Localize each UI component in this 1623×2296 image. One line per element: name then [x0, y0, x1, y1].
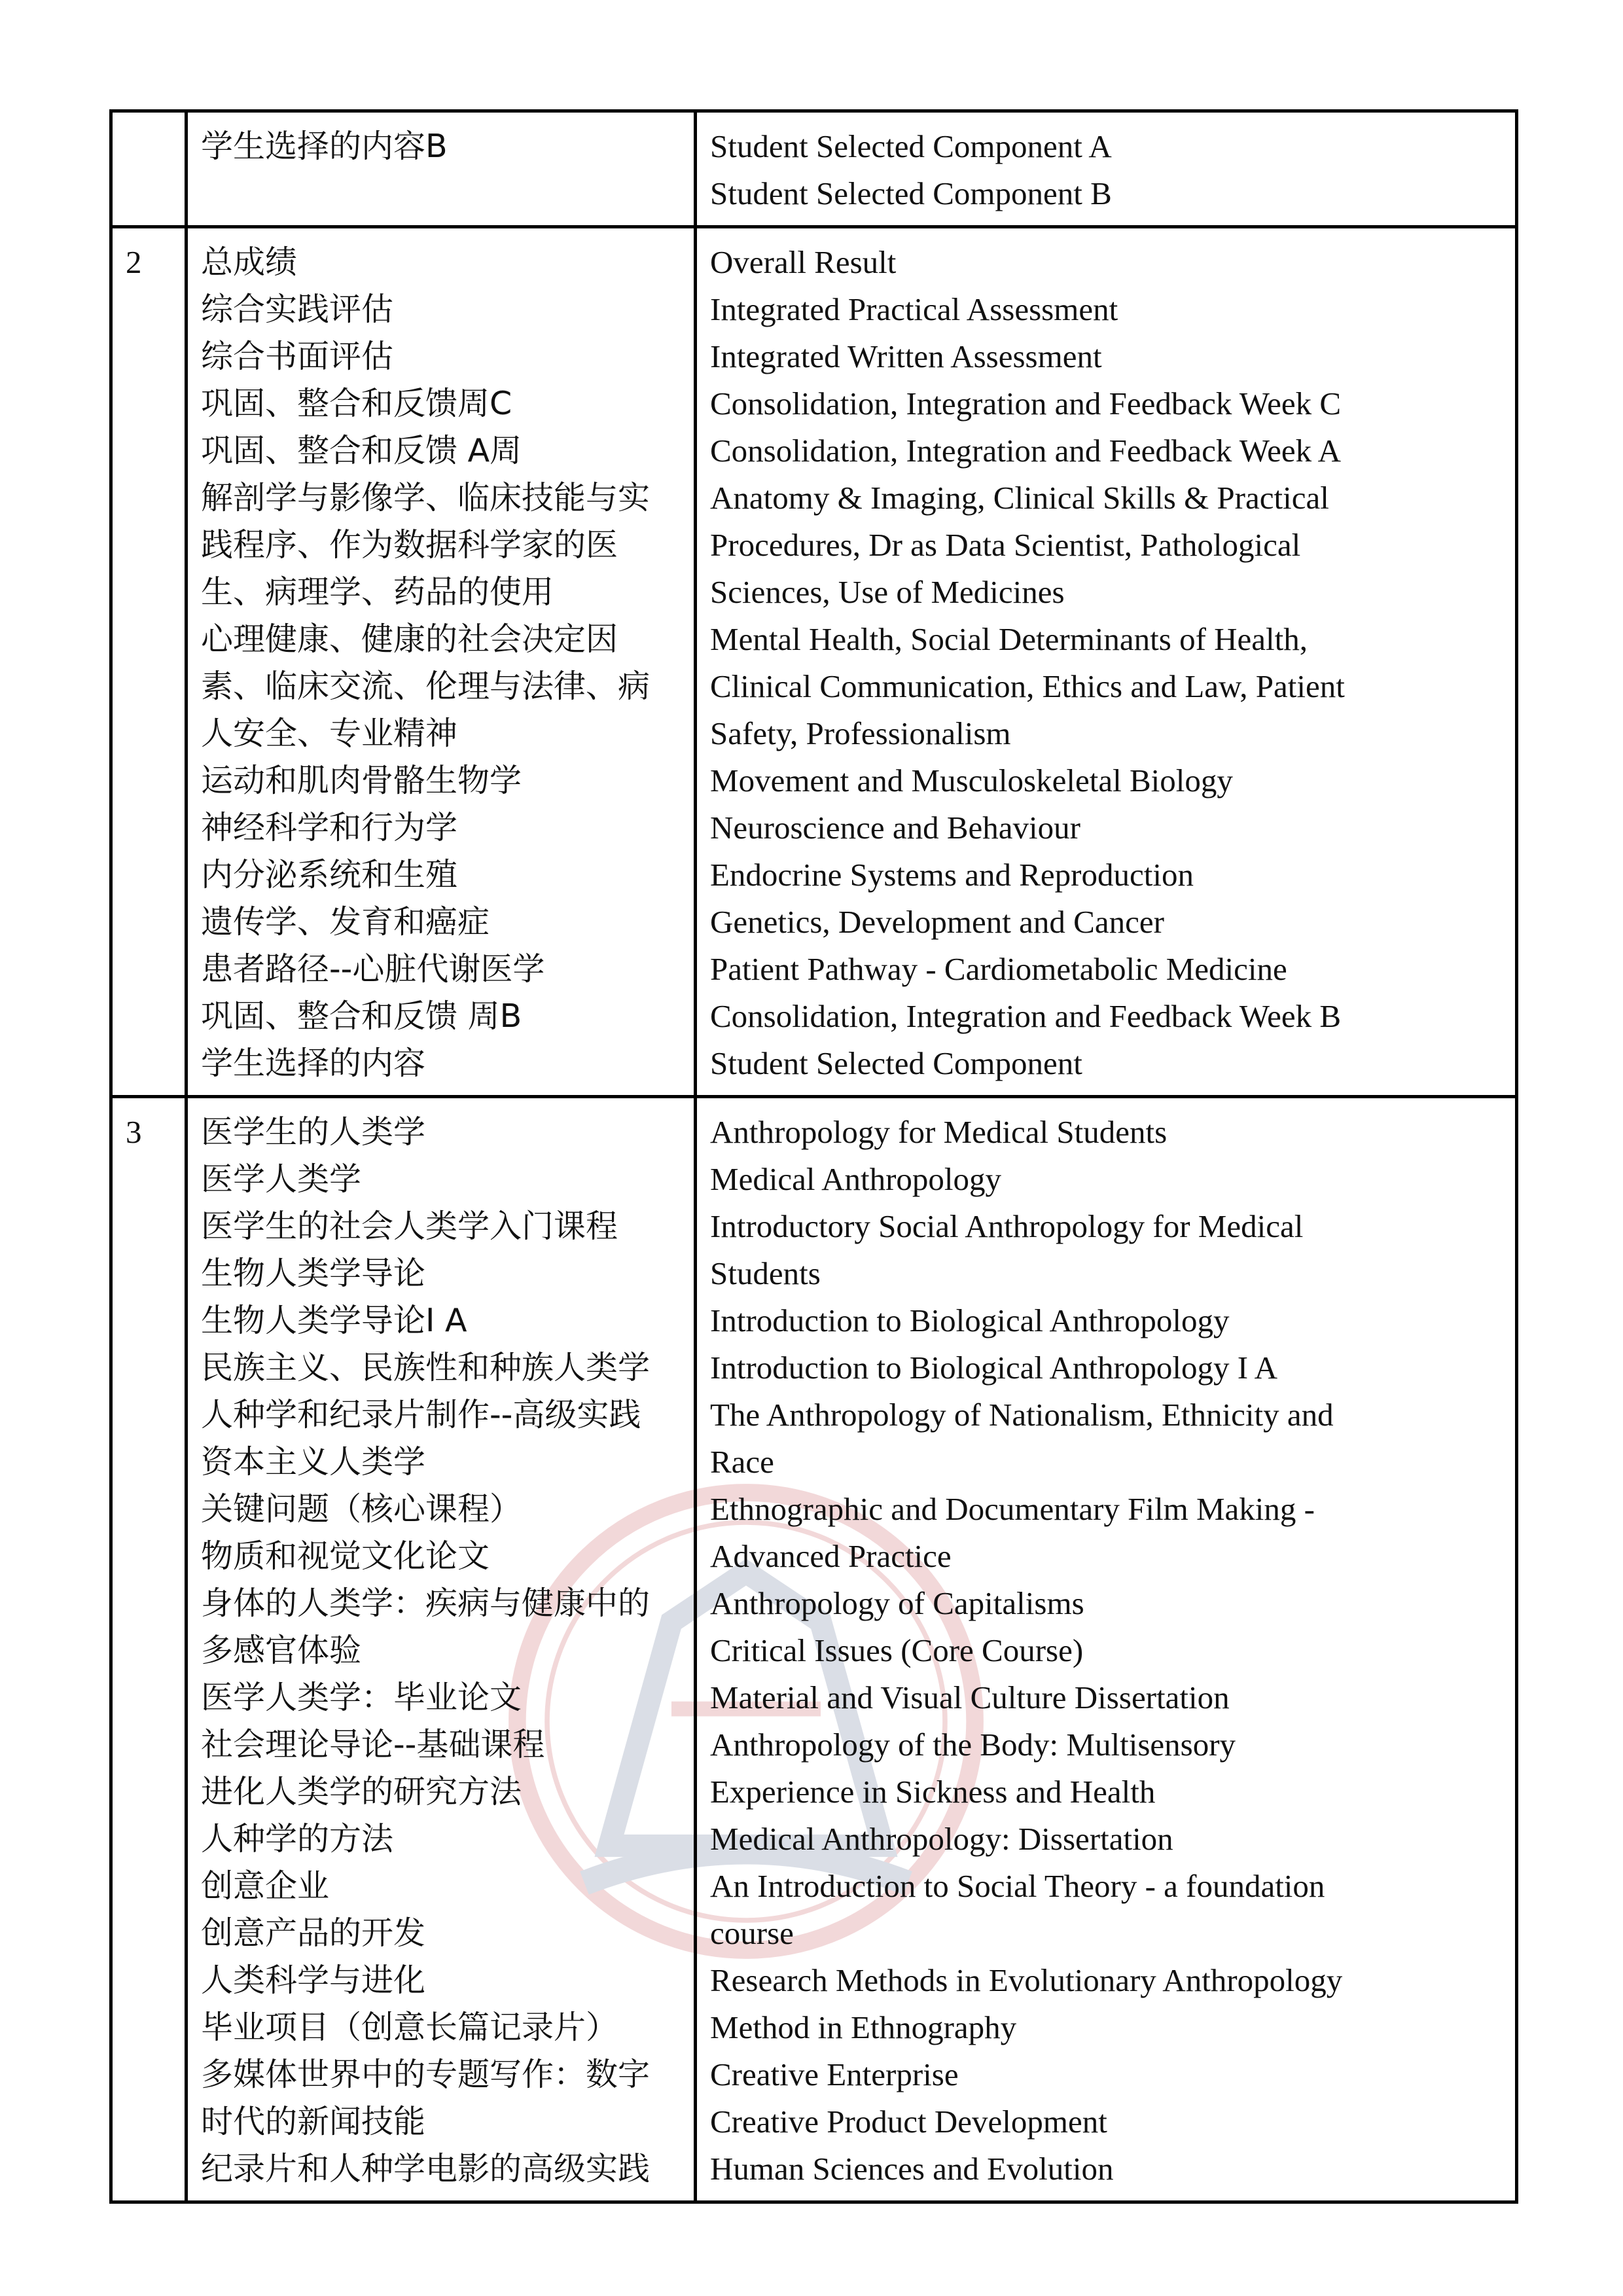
english-course-name: Integrated Written Assessment — [710, 338, 1102, 374]
chinese-course-name: 内分泌系统和生殖 — [201, 856, 458, 893]
english-course-name: Critical Issues (Core Course) — [710, 1632, 1084, 1668]
english-course-name: Clinical Communication, Ethics and Law, Patient — [710, 668, 1345, 704]
chinese-course-name: 神经科学和行为学 — [201, 809, 458, 846]
chinese-course-name: 生物人类学导论I A — [201, 1302, 467, 1339]
table-row — [111, 1097, 1517, 2202]
english-course-list — [696, 227, 1517, 1097]
chinese-course-name: 多媒体世界中的专题写作：数字 — [201, 2056, 651, 2093]
english-course-name: Consolidation, Integration and Feedback Week C — [710, 386, 1342, 422]
chinese-course-name: 生、病理学、药品的使用 — [201, 573, 554, 611]
chinese-course-list — [187, 1097, 696, 2202]
english-course-list — [696, 1097, 1517, 2202]
chinese-course-name: 巩固、整合和反馈 周B — [201, 997, 522, 1035]
chinese-course-name: 社会理论导论--基础课程 — [201, 1726, 545, 1763]
english-course-name: Experience in Sickness and Health — [710, 1774, 1156, 1810]
english-course-name: Student Selected Component B — [710, 175, 1112, 211]
english-course-name: Consolidation, Integration and Feedback Week A — [710, 433, 1342, 469]
english-course-name: Patient Pathway - Cardiometabolic Medicine — [710, 951, 1287, 987]
english-course-name: Introduction to Biological Anthropology — [710, 1302, 1230, 1338]
english-course-name: Mental Health, Social Determinants of Health, — [710, 621, 1308, 657]
chinese-course-name: 创意企业 — [201, 1867, 330, 1905]
english-course-name: Medical Anthropology — [710, 1161, 1002, 1197]
table-row — [111, 111, 1517, 227]
english-course-name: Introductory Social Anthropology for Medical — [710, 1208, 1304, 1244]
english-course-list — [696, 111, 1517, 227]
chinese-course-name: 运动和肌肉骨骼生物学 — [201, 762, 522, 799]
english-course-name: Medical Anthropology: Dissertation — [710, 1821, 1173, 1857]
chinese-course-name: 践程序、作为数据科学家的医 — [201, 526, 618, 564]
english-course-name: Neuroscience and Behaviour — [710, 810, 1080, 846]
course-translation-table — [109, 109, 1518, 2204]
english-course-name: Students — [710, 1255, 821, 1291]
english-course-name: course — [710, 1915, 794, 1951]
chinese-course-name: 学生选择的内容 — [201, 1045, 426, 1082]
english-course-name: Overall Result — [710, 244, 897, 280]
chinese-course-name: 遗传学、发育和癌症 — [201, 903, 490, 941]
chinese-course-name: 总成绩 — [201, 243, 298, 281]
english-course-name: Safety, Professionalism — [710, 715, 1011, 751]
chinese-course-name: 巩固、整合和反馈周C — [201, 385, 512, 422]
chinese-course-name: 创意产品的开发 — [201, 1914, 426, 1952]
chinese-course-list — [187, 227, 696, 1097]
english-course-name: Introduction to Biological Anthropology I A — [710, 1350, 1277, 1386]
english-course-name: Genetics, Development and Cancer — [710, 904, 1164, 940]
row-number-cell: 3 — [111, 1097, 187, 2202]
chinese-course-name: 毕业项目（创意长篇记录片） — [201, 2009, 618, 2046]
chinese-course-name: 人种学和纪录片制作--高级实践 — [201, 1396, 641, 1433]
english-course-name: Research Methods in Evolutionary Anthropology — [710, 1962, 1343, 1998]
english-course-name: Endocrine Systems and Reproduction — [710, 857, 1194, 893]
english-course-name: Consolidation, Integration and Feedback Week B — [710, 998, 1342, 1034]
english-course-name: Integrated Practical Assessment — [710, 291, 1118, 327]
chinese-course-name: 医学人类学 — [201, 1160, 362, 1198]
english-course-name: An Introduction to Social Theory - a foundation — [710, 1868, 1325, 1904]
english-course-name: Anthropology of Capitalisms — [710, 1585, 1084, 1621]
english-course-name: Anatomy & Imaging, Clinical Skills & Practical — [710, 480, 1329, 516]
english-course-name: Creative Enterprise — [710, 2056, 959, 2092]
table-row — [111, 227, 1517, 1097]
english-course-name: Movement and Musculoskeletal Biology — [710, 762, 1233, 798]
chinese-course-name — [201, 170, 682, 217]
english-course-name: Student Selected Component — [710, 1045, 1082, 1081]
row-number-cell: 2 — [111, 227, 187, 1097]
chinese-course-name: 素、临床交流、伦理与法律、病 — [201, 668, 651, 705]
chinese-course-name: 人种学的方法 — [201, 1820, 394, 1857]
english-course-name: Student Selected Component A — [710, 128, 1112, 164]
english-course-name: Anthropology of the Body: Multisensory — [710, 1727, 1236, 1763]
chinese-course-name: 医学人类学：毕业论文 — [201, 1679, 522, 1716]
chinese-course-name: 医学生的社会人类学入门课程 — [201, 1208, 618, 1245]
english-course-name: Anthropology for Medical Students — [710, 1114, 1168, 1150]
chinese-course-name: 进化人类学的研究方法 — [201, 1773, 522, 1810]
chinese-course-name: 解剖学与影像学、临床技能与实 — [201, 479, 651, 516]
chinese-course-name: 时代的新闻技能 — [201, 2103, 426, 2140]
english-course-name: Sciences, Use of Medicines — [710, 574, 1065, 610]
chinese-course-name: 生物人类学导论 — [201, 1255, 426, 1292]
chinese-course-name: 巩固、整合和反馈 A周 — [201, 432, 522, 469]
chinese-course-name: 关键问题（核心课程） — [201, 1490, 522, 1528]
english-course-name: Ethnographic and Documentary Film Making - — [710, 1491, 1315, 1527]
chinese-course-name: 综合实践评估 — [201, 291, 394, 328]
english-course-name: Human Sciences and Evolution — [710, 2151, 1114, 2187]
english-course-name: Material and Visual Culture Dissertation — [710, 1679, 1230, 1715]
english-course-name: Method in Ethnography — [710, 2009, 1017, 2045]
chinese-course-name: 患者路径--心脏代谢医学 — [201, 950, 545, 988]
chinese-course-name: 人类科学与进化 — [201, 1962, 426, 1999]
chinese-course-name: 学生选择的内容B — [201, 128, 448, 165]
chinese-course-name: 多感官体验 — [201, 1632, 362, 1669]
chinese-course-name: 身体的人类学：疾病与健康中的 — [201, 1585, 651, 1622]
chinese-course-name: 物质和视觉文化论文 — [201, 1537, 490, 1575]
english-course-name: Race — [710, 1444, 774, 1480]
chinese-course-name: 综合书面评估 — [201, 338, 394, 375]
chinese-course-list — [187, 111, 696, 227]
english-course-name: The Anthropology of Nationalism, Ethnicity and — [710, 1397, 1334, 1433]
english-course-name: Advanced Practice — [710, 1538, 952, 1574]
chinese-course-name: 人安全、专业精神 — [201, 715, 458, 752]
row-number-cell — [111, 111, 187, 227]
english-course-name: Procedures, Dr as Data Scientist, Pathological — [710, 527, 1301, 563]
chinese-course-name: 资本主义人类学 — [201, 1443, 426, 1480]
english-course-name: Creative Product Development — [710, 2104, 1107, 2140]
chinese-course-name: 医学生的人类学 — [201, 1113, 426, 1151]
chinese-course-name: 纪录片和人种学电影的高级实践 — [201, 2150, 651, 2187]
chinese-course-name: 心理健康、健康的社会决定因 — [201, 620, 618, 658]
chinese-course-name: 民族主义、民族性和种族人类学 — [201, 1349, 651, 1386]
